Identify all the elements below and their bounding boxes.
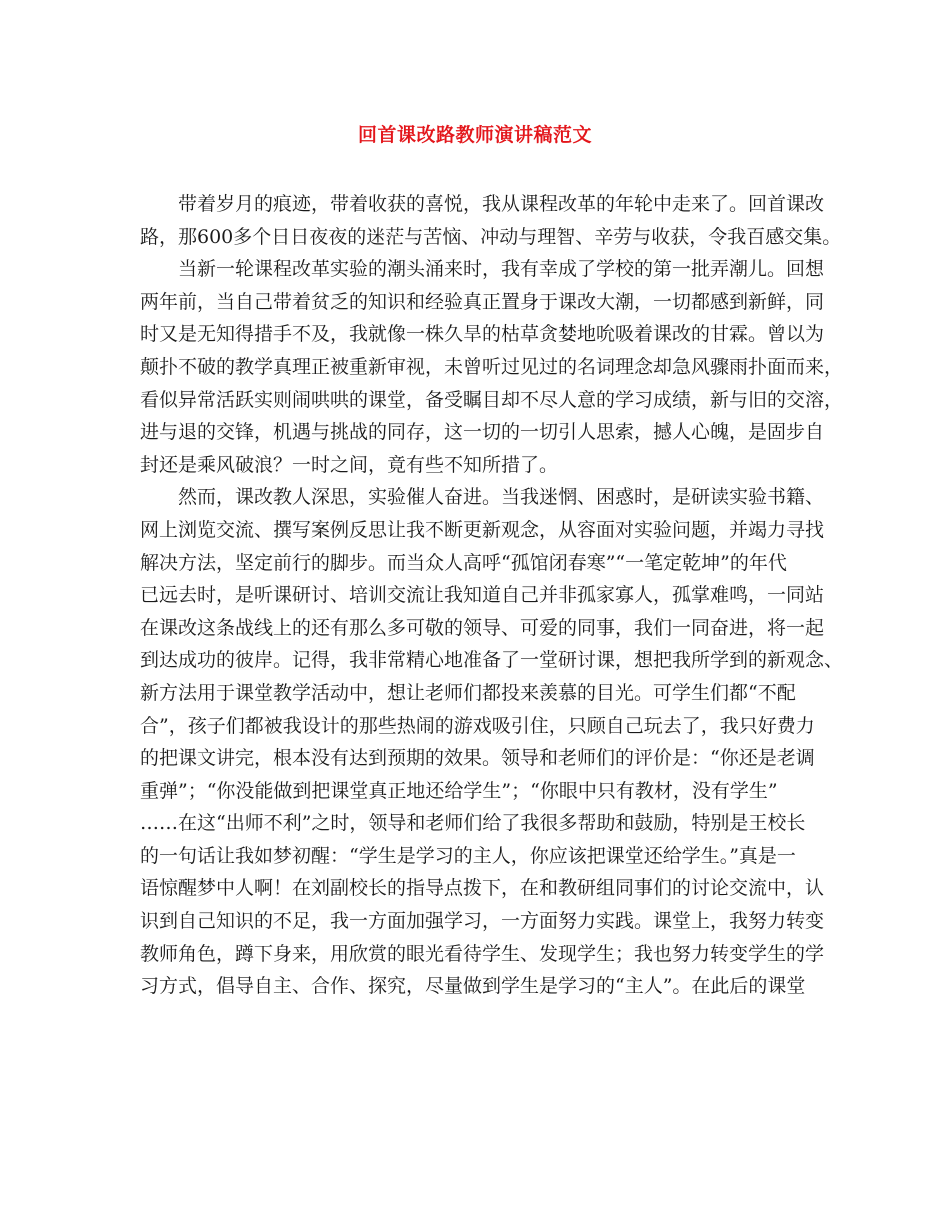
text-line: 习方式，倡导自主、合作、探究，尽量做到学生是学习的“主人”。在此后的课堂 bbox=[140, 975, 806, 998]
text-line: 带着岁月的痕迹，带着收获的喜悦，我从课程改革的年轮中走来了。回首课改 bbox=[178, 193, 825, 215]
paragraph-1 bbox=[140, 188, 842, 253]
text-line: 网上浏览交流、撰写案例反思让我不断更新观念，从容面对实验问题，并竭力寻找 bbox=[140, 518, 825, 541]
text-line: 时又是无知得措手不及，我就像一株久旱的枯草贪婪地吮吸着课改的甘霖。曾以为 bbox=[140, 323, 825, 346]
text-line: 两年前，当自己带着贫乏的知识和经验真正置身于课改大潮，一切都感到新鲜，同 bbox=[140, 290, 825, 313]
text-line: 已远去时，是听课研讨、培训交流让我知道自己并非孤家寡人，孤掌难鸣，一同站 bbox=[140, 584, 825, 607]
text-line: 的一句话让我如梦初醒：“学生是学习的主人，你应该把课堂还给学生。”真是一 bbox=[140, 844, 796, 867]
paragraph-2 bbox=[140, 253, 844, 481]
text-line: 看似异常活跃实则闹哄哄的课堂，备受瞩目却不尽人意的学习成绩，新与旧的交溶， bbox=[140, 388, 844, 411]
text-line: 的把课文讲完，根本没有达到预期的效果。领导和老师们的评价是：“你还是老调 bbox=[140, 747, 815, 770]
text-line: 识到自己知识的不足，我一方面加强学习，一方面努力实践。课堂上，我努力转变 bbox=[140, 910, 825, 933]
text-line: 重弹”；“你没能做到把课堂真正地还给学生”；“你眼中只有教材，没有学生” bbox=[140, 779, 778, 802]
text-line: 在课改这条战线上的还有那么多可敬的领导、可爱的同事，我们一同奋进，将一起 bbox=[140, 616, 825, 639]
text-line: ……在这“出师不利”之时，领导和老师们给了我很多帮助和鼓励，特别是王校长 bbox=[140, 812, 806, 835]
text-line: 教师角色，蹲下身来，用欣赏的眼光看待学生、发现学生；我也努力转变学生的学 bbox=[140, 942, 825, 965]
text-line: 新方法用于课堂教学活动中，想让老师们都投来羡慕的目光。可学生们都“不配 bbox=[140, 681, 796, 704]
document-title: 回首课改路教师演讲稿范文 bbox=[357, 124, 592, 146]
text-line: 到达成功的彼岸。记得，我非常精心地准备了一堂研讨课，想把我所学到的新观念、 bbox=[140, 649, 844, 672]
text-line: 然而，课改教人深思，实验催人奋进。当我迷惘、困惑时，是研读实验书籍、 bbox=[178, 486, 825, 509]
text-line: 合”，孩子们都被我设计的那些热闹的游戏吸引住，只顾自己玩去了，我只好费力 bbox=[140, 714, 815, 737]
paragraph-3 bbox=[140, 481, 844, 1003]
text-line: 解决方法，坚定前行的脚步。而当众人高呼“孤馆闭春寒”“一笔定乾坤”的年代 bbox=[140, 551, 787, 574]
text-line: 路，那600多个日日夜夜的迷茫与苦恼、冲动与理智、辛劳与收获，令我百感交集。 bbox=[140, 225, 842, 248]
text-line: 当新一轮课程改革实验的潮头涌来时，我有幸成了学校的第一批弄潮儿。回想 bbox=[178, 258, 825, 281]
text-line: 语惊醒梦中人啊！在刘副校长的指导点拨下，在和教研组同事们的讨论交流中，认 bbox=[140, 877, 825, 900]
document-body bbox=[140, 188, 844, 1003]
text-line: 封还是乘风破浪？一时之间，竟有些不知所措了。 bbox=[140, 453, 559, 476]
text-line: 颠扑不破的教学真理正被重新审视，未曾听过见过的名词理念却急风骤雨扑面而来， bbox=[140, 355, 844, 378]
text-line: 进与退的交锋，机遇与挑战的同存，这一切的一切引人思索，撼人心魄，是固步自 bbox=[140, 421, 825, 444]
